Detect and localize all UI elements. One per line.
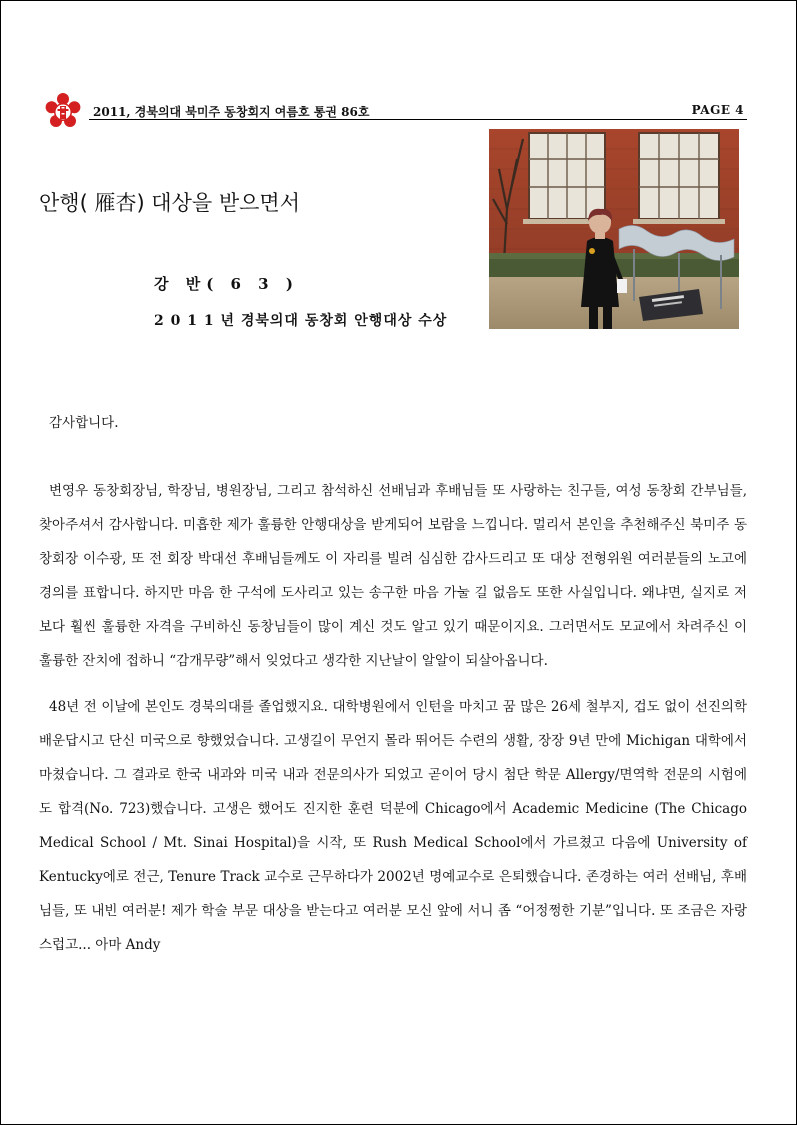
award-caption: 2 0 1 1 년 경북의대 동창회 안행대상 수상 bbox=[154, 313, 448, 329]
page-number: PAGE 4 bbox=[691, 103, 744, 117]
article-body bbox=[39, 406, 747, 962]
greeting-paragraph: 감사합니다. bbox=[49, 415, 119, 431]
body-paragraph-2: 48년 전 이날에 본인도 경북의대를 졸업했지요. 대학병원에서 인턴을 마치고 꿈 많은 26세 철부지, 겁도 없이 선진의학 배운답시고 단신 미국으로 향했었습니다. 고생길이 무언지 몰라 뛰어든 수련의 생활, 장장 9년 만에 Michigan 대학에서 마쳤습니다. 그 결과로 한국 내과와 미국 내과 전문의사가 되었고 곧이어 당시 첨단 학문 Allergy/면역학 전문의 시험에도 합격(No. 723)했습니다. 고생은 했어도 진지한 훈련 덕분에 Chicago에서 Academic Medicine (The Chicago Medical School / Mt. Sinai Hospital)을 시작, 또 Rush Medical School에서 가르쳤고 다음에 University of Kentucky에로 전근, Tenure Track 교수로 근무하다가 2002년 명예교수로 은퇴했습니다. 존경하는 여러 선배님, 후배님들, 또 내빈 여러분! 제가 학술 부문 대상을 받는다고 여러분 모신 앞에 서니 좀 “어정쩡한 기분”입니다. 또 조금은 자랑스럽고... 아마 Andy bbox=[39, 699, 747, 953]
article-title: 안행( 雁杏) 대상을 받으면서 bbox=[39, 191, 300, 215]
body-paragraph-1: 변영우 동창회장님, 학장님, 병원장님, 그리고 참석하신 선배님과 후배님들 또 사랑하는 친구들, 여성 동창회 간부님들, 찾아주셔서 감사합니다. 미흡한 제가 훌륭한 안행대상을 받게되어 보람을 느낍니다. 멀리서 본인을 추천해주신 북미주 동창회장 이수광, 또 전 회장 박대선 후배님들께도 이 자리를 빌려 심심한 감사드리고 또 대상 전형위원 여러분들의 노고에 경의를 표합니다. 하지만 마음 한 구석에 도사리고 있는 송구한 마음 가눌 길 없음도 또한 사실입니다. 왜냐면, 실지로 저보다 훨씬 훌륭한 자격을 구비하신 동창님들이 많이 계신 것도 알고 있기 때문이지요. 그러면서도 모교에서 차려주신 이 훌륭한 잔치에 접하니 “감개무량”해서 잊었다고 생각한 지난날이 알알이 되살아옵니다. bbox=[39, 483, 747, 669]
header-divider bbox=[89, 119, 747, 120]
award-ceremony-photo bbox=[489, 129, 739, 329]
author-name: 강 반( 6 3 ) bbox=[154, 275, 299, 293]
newsletter-issue-title: 2011, 경북의대 북미주 동창회지 여름호 통권 86호 bbox=[93, 105, 370, 119]
alumni-emblem-logo bbox=[45, 93, 81, 129]
